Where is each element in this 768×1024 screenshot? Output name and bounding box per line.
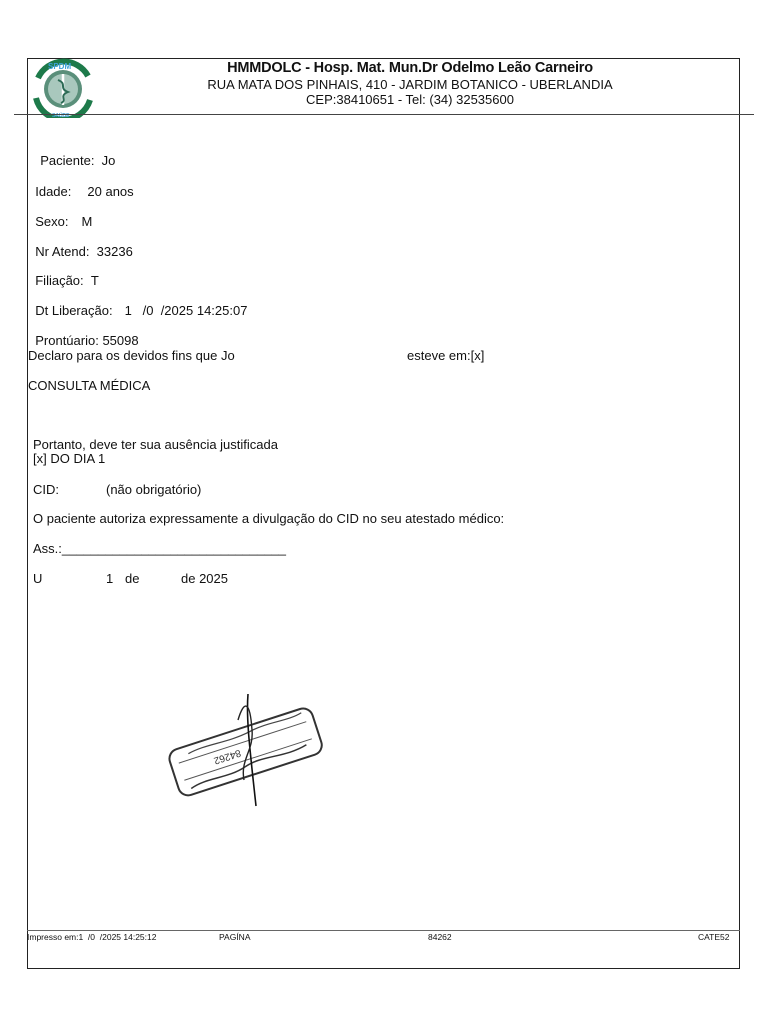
doctor-stamp-signature	[160, 690, 330, 810]
filiacao-label: Filiação:	[35, 273, 84, 288]
autoriza-text: O paciente autoriza expressamente a divulgação do CID no seu atestado médico:	[33, 511, 505, 526]
footer-code: 84262	[428, 932, 452, 942]
logo-top-text: SPDM	[48, 62, 72, 71]
hospital-contact: CEP:38410651 - Tel: (34) 32535600	[306, 92, 514, 107]
nr-atend-value: 33236	[96, 244, 133, 259]
dt-liberacao-label: Dt Liberação:	[35, 303, 113, 318]
cid-note: (não obrigatório)	[106, 482, 202, 497]
hospital-address: RUA MATA DOS PINHAIS, 410 - JARDIM BOTANICO - UBERLANDIA	[207, 77, 613, 92]
consulta-text: CONSULTA MÉDICA	[28, 378, 151, 393]
date-year: de 2025	[181, 571, 228, 586]
hospital-name: HMMDOLC - Hosp. Mat. Mun.Dr Odelmo Leão Carneiro	[227, 60, 593, 76]
idade-row	[28, 169, 134, 199]
local-text: U	[33, 571, 43, 586]
spdm-logo	[28, 58, 98, 118]
paciente-label: Paciente:	[40, 153, 95, 168]
dt-liberacao-value: 1 /0 /2025 14:25:07	[124, 303, 248, 318]
footer-divider	[27, 930, 740, 931]
idade-value: 20 anos	[87, 184, 134, 199]
nr-atend-label: Nr Atend:	[35, 244, 90, 259]
paciente-value: Jo	[101, 153, 116, 168]
impresso-text: Impresso em:1 /0 /2025 14:25:12	[27, 932, 157, 942]
prontuario-row	[28, 318, 139, 348]
sexo-value: M	[81, 214, 93, 229]
date-de: de	[125, 571, 140, 586]
sexo-row	[28, 199, 92, 229]
portanto-text: Portanto, deve ter sua ausência justificada	[33, 437, 278, 452]
dt-liberacao-row	[28, 288, 247, 318]
filiacao-value: T	[90, 273, 99, 288]
logo-bottom-text: SAÚDE	[52, 113, 70, 118]
sexo-label: Sexo:	[35, 214, 69, 229]
filiacao-row	[28, 258, 99, 288]
esteve-text: esteve em:[x]	[407, 348, 485, 363]
prontuario-label: Prontúario:	[35, 333, 99, 348]
stamp-crm-number: 84262	[212, 746, 243, 766]
idade-label: Idade:	[35, 184, 72, 199]
prontuario-value: 55098	[102, 333, 139, 348]
nr-atend-row	[28, 229, 133, 259]
header-divider	[14, 114, 754, 115]
pagina-text: PAGÍNA	[219, 932, 251, 942]
paciente-row	[33, 138, 115, 168]
form-code: CATE52	[698, 932, 730, 942]
assinatura-line: Ass.:_______________________________	[33, 541, 287, 556]
cid-label: CID:	[33, 482, 59, 497]
date-day: 1	[106, 571, 114, 586]
declaro-text: Declaro para os devidos fins que Jo	[28, 348, 235, 363]
do-dia-text: [x] DO DIA 1	[33, 451, 106, 466]
